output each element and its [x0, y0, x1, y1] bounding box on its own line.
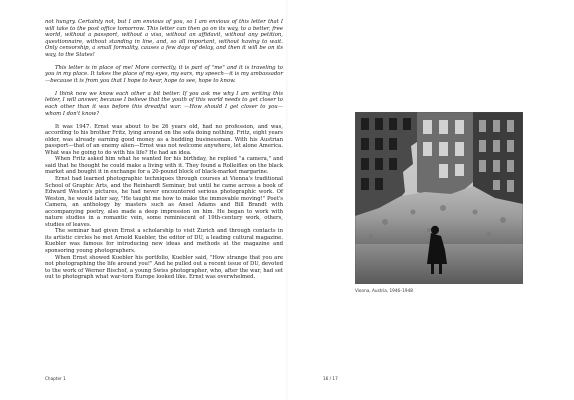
body-paragraph-3: Ernst had learned photographic techniques through courses at Vienna's traditional School of Graphic Arts, and the Reinhardt Seminar, but until he came across a book of Edward Weston's pictures, he had never encountered serious photographic work. Of Weston, he would later say, "He taught me how to make the immovable moving!" Poet's Camera, an anthology by masters such as Ansel Adams and Bill Brandt with accompanying poetry, also made a deep impression on him. He began to work with nature studies in a romantic vein, some reminiscent of 19th-century work, others, studies of leaves.: [45, 175, 283, 228]
vienna-ruins-photograph: [355, 112, 523, 284]
letter-paragraph-2: This letter is in place of me! More correctly, it is part of "me" and it is traveling to you in my place. It takes the place of my eyes, my ears, my speech—it is my ambassador—because it is from you that I hope to hear, hope to see, hope to know.: [45, 64, 283, 84]
body-paragraph-5: When Ernst showed Kuebler his portfolio, Kuebler said, "How strange that you are not photographing the life around you!" And he pulled out a recent issue of DU, devoted to the work of Werner Bischof, a young Swiss photographer, who, after the war, had set out to photograph what war-torn Europe looked like. Ernst was overwhelmed.: [45, 254, 283, 281]
body-paragraph-1: It was 1947. Ernst was about to be 26 years old, had no profession, and was, according to his brother Fritz, lying around on the sofa doing nothing. Fritz, eight years older, was already earning good money as a budding businessman. With his Austrian passport—that of an enemy alien—Ernst was not welcome anywhere, let alone America. What was he going to do with his life? He had an idea.: [45, 123, 283, 156]
page-gutter: [286, 0, 288, 400]
letter-paragraph-1: not hungry. Certainly not, but I am envious of you, so I am envious of this letter that I will take to the post office tomorrow. This letter can then go on its way, to a better, free world, without a passport, without a visa, without an affidavit, without any petition, questionnaire, without standing in line, and, so all important, without having to wait. Only censorship, a small formality, causes a few days of delay, and then it will be on its way, to the States!: [45, 19, 283, 58]
body-paragraph-2: When Fritz asked him what he wanted for his birthday, he replied "a camera," and said that he thought he could make a living with it. They found a Rolleiflex on the black market and bought it in exchange for a 20-pound block of black-market margarine.: [45, 156, 283, 176]
left-page-body: [45, 19, 283, 281]
letter-paragraph-3: I think now we know each other a bit better. If you ask me why I am writing this letter, I will answer, because I believe that the youth of this world needs to get closer to each other than it was before this dreadful war. —How should I get closer to you—whom I don't know?: [45, 90, 283, 117]
body-paragraph-4: The seminar had given Ernst a scholarship to visit Zurich and through contacts in its artistic circles he met Arnold Kuebler, the editor of DU, a leading cultural magazine. Kuebler was famous for introducing new ideas and methods at the magazine and sponsoring young photographers.: [45, 228, 283, 254]
page-numbers: 16 / 17: [323, 376, 338, 381]
chapter-footer: Chapter 1: [45, 376, 66, 381]
photo-caption: Vienna, Austria, 1946–1948: [355, 288, 413, 293]
